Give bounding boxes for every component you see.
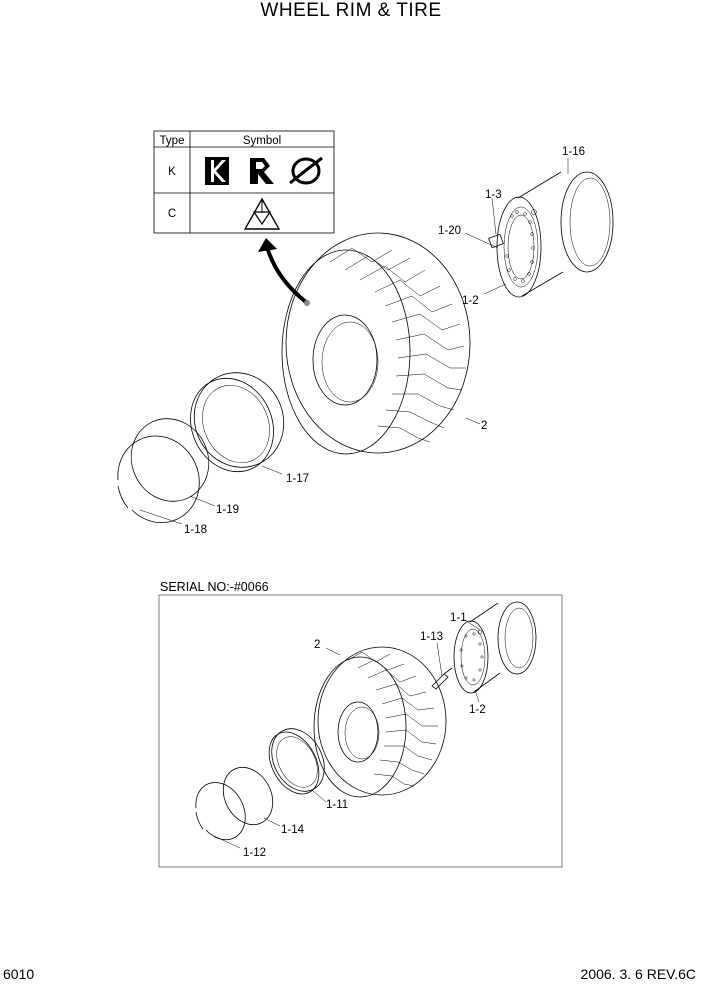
page-number: 6010 [3, 966, 35, 982]
callout-1-2-upper: 1-2 [462, 295, 479, 307]
triangle-logo-icon [245, 199, 279, 229]
symbol-pointer-arrow [258, 238, 310, 306]
tire-lower [314, 647, 446, 797]
callout-2-upper: 2 [481, 420, 488, 432]
serial-variant-box [159, 595, 562, 867]
callout-1-16: 1-16 [562, 146, 586, 158]
valve-lower [432, 668, 452, 689]
callout-1-19: 1-19 [216, 504, 240, 516]
callout-1-11: 1-11 [326, 799, 349, 811]
lower-leaders [214, 620, 480, 848]
callout-1-1: 1-1 [450, 612, 467, 624]
callout-1-14: 1-14 [281, 824, 305, 836]
swoosh-logo-icon [290, 158, 322, 183]
lock-ring-lower [196, 783, 245, 840]
callout-1-12: 1-12 [243, 847, 267, 859]
side-ring-upper [175, 358, 299, 486]
callout-1-17: 1-17 [286, 473, 310, 485]
callout-1-18: 1-18 [184, 524, 208, 536]
lower-callouts [243, 612, 486, 859]
callout-1-20: 1-20 [438, 225, 462, 237]
lock-ring-upper [118, 436, 199, 523]
page-title: WHEEL RIM & TIRE [260, 0, 442, 21]
table-type-c: C [167, 208, 177, 220]
r-logo-icon [250, 158, 274, 184]
symbol-table [154, 131, 334, 233]
tire-upper [282, 233, 470, 454]
rim-assembly-upper [489, 172, 613, 297]
table-type-k: K [168, 166, 176, 178]
callout-1-13: 1-13 [420, 631, 444, 643]
serial-note: SERIAL NO:-#0066 [160, 580, 269, 594]
table-header-symbol: Symbol [242, 135, 282, 147]
upper-callouts [184, 146, 585, 536]
kumho-logo-icon [205, 157, 229, 185]
table-header-type: Type [159, 135, 185, 147]
o-ring-upper [118, 406, 222, 514]
callout-1-3: 1-3 [485, 189, 502, 201]
callout-1-2-lower: 1-2 [469, 704, 486, 716]
upper-leaders [140, 158, 568, 524]
date-revision: 2006. 3. 6 REV.6C [580, 966, 696, 982]
callout-2-lower: 2 [314, 639, 321, 651]
